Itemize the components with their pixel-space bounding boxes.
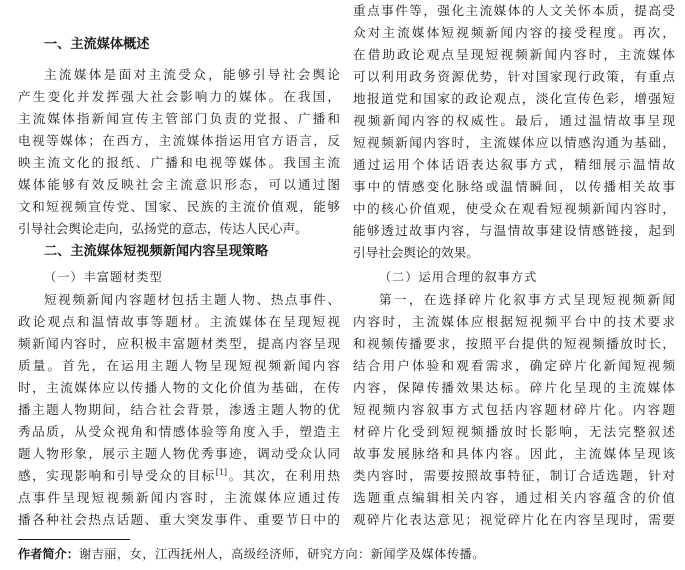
subsection-heading-topics: （一）丰富题材类型 — [44, 270, 163, 284]
paragraph-line: 秀品质，从受众视角和情感体验等角度入手，塑造主 — [18, 424, 340, 439]
paragraph-line: 文和短视频宣传党、国家、民族的主流价值观，能够 — [18, 199, 340, 214]
paragraph-line: 结合用户体验和观看需求，确定碎片化新闻短视频 — [353, 358, 675, 373]
paragraph-line: 短视频新闻内容题材包括主题人物、热点事件、 — [44, 292, 340, 307]
paragraph-line: 故事发展脉络和具体内容。因此，主流媒体呈现该 — [353, 446, 675, 461]
paragraph-line: 媒体能够有效反映社会主流意识形态，可以通过图 — [18, 177, 340, 192]
paragraph-line: 类内容时，需要按照故事特征，制订合适选题，针对 — [353, 468, 675, 483]
paragraph-line: 地报道党和国家的政论观点，淡化宣传色彩，增强短 — [353, 91, 675, 106]
paragraph-line: 众对主流媒体短视频新闻内容的接受程度。再次， — [353, 25, 675, 40]
paragraph-line: 播主题人物期间，结合社会背景，渗透主题人物的优 — [18, 402, 340, 417]
paragraph-line: 题人物形象，展示主题人物优秀事迹，调动受众认同 — [18, 446, 340, 461]
paragraph-line: 播各种社会热点话题、重大突发事件、重要节日中的 — [18, 512, 340, 527]
paragraph-line: 主流媒体是面对主流受众，能够引导社会舆论 — [44, 67, 340, 82]
paragraph-line: 视频新闻内容的权威性。最后，通过温情故事呈现 — [353, 113, 675, 128]
footnote-text: 谢吉丽，女，江西抚州人，高级经济师，研究方向：新闻学及媒体传播。 — [78, 547, 485, 561]
paragraph-line: 点事件呈现短视频新闻内容时，主流媒体应通过传 — [18, 490, 340, 505]
paragraph-line: 能够透过故事内容，与温情故事建设情感链接，起到 — [353, 223, 675, 238]
paragraph-line: 事中的情感变化脉络或温情瞬间，以传播相关故事 — [353, 179, 675, 194]
paragraph-line: 可以利用政务资源优势，针对国家现行政策，有重点 — [353, 69, 675, 84]
paragraph-line: 映主流文化的报纸、广播和电视等媒体。我国主流 — [18, 155, 340, 170]
section-heading-strategy: 二、主流媒体短视频新闻内容呈现策略 — [44, 244, 269, 259]
paragraph-line: 短视频内容叙事方式包括内容题材碎片化。内容题 — [353, 402, 675, 417]
paragraph-line: 主流媒体指新闻宣传主管部门负责的党报、广播和 — [18, 111, 340, 126]
paragraph-line: 在借助政论观点呈现短视频新闻内容时，主流媒体 — [353, 47, 675, 62]
subsection-heading-narrative: （二）运用合理的叙事方式 — [379, 270, 538, 284]
paragraph-line: 引导社会舆论的效果。 — [353, 245, 479, 260]
footnote-divider — [18, 539, 130, 540]
paragraph-line: 和视频传播要求，按照平台提供的短视频播放时长， — [353, 336, 675, 351]
citation-ref[interactable]: [1] — [215, 467, 228, 477]
paragraph-line: 政论观点和温情故事等题材。主流媒体在呈现短视 — [18, 314, 340, 329]
paragraph-line: 观碎片化表达意见；视觉碎片化在内容呈现时，需要 — [353, 512, 675, 527]
paragraph-text: 感，实现影响和引导受众的目标 — [18, 468, 216, 483]
paragraph-line: 内容，保障传播效果达标。碎片化呈现的主流媒体 — [353, 380, 675, 395]
paragraph-line: 内容时，主流媒体应根据短视频平台中的技术要求 — [353, 314, 675, 329]
paragraph-line: 引导社会舆论走向，弘扬党的意志，传达人民心声。 — [18, 221, 308, 236]
paragraph-line: 第一，在选择碎片化叙事方式呈现短视频新闻 — [379, 292, 675, 307]
paragraph-text: 。其次，在利用热 — [227, 468, 340, 483]
paragraph-line: 通过运用个体话语表达叙事方式，精细展示温情故 — [353, 157, 675, 172]
paragraph-line: 短视频新闻内容时，主流媒体应以情感沟通为基础， — [353, 135, 675, 150]
section-heading-overview: 一、主流媒体概述 — [44, 37, 150, 52]
paragraph-line: 材碎片化受到短视频播放时长影响，无法完整叙述 — [353, 424, 675, 439]
paragraph-line: 频新闻内容时，应积极丰富题材类型，提高内容呈现 — [18, 336, 340, 351]
paragraph-line: 中的核心价值观，使受众在观看短视频新闻内容时， — [353, 201, 675, 216]
paragraph-line: 质量。首先，在运用主题人物呈现短视频新闻内容 — [18, 358, 340, 373]
footnote-label: 作者简介： — [18, 547, 79, 561]
paragraph-line: 电视等媒体；在西方，主流媒体指运用官方语言，反 — [18, 133, 340, 148]
paragraph-line: 重点事件等，强化主流媒体的人文关怀本质，提高受 — [353, 3, 675, 18]
paragraph-line: 时，主流媒体应以传播人物的文化价值为基础，在传 — [18, 380, 340, 395]
author-footnote — [18, 544, 668, 564]
paragraph-line: 选题重点编辑相关内容，通过相关内容蕴含的价值 — [353, 490, 675, 505]
paragraph-line: 产生变化并发挥强大社会影响力的媒体。在我国， — [18, 89, 340, 104]
paragraph-line-citation — [18, 465, 340, 487]
